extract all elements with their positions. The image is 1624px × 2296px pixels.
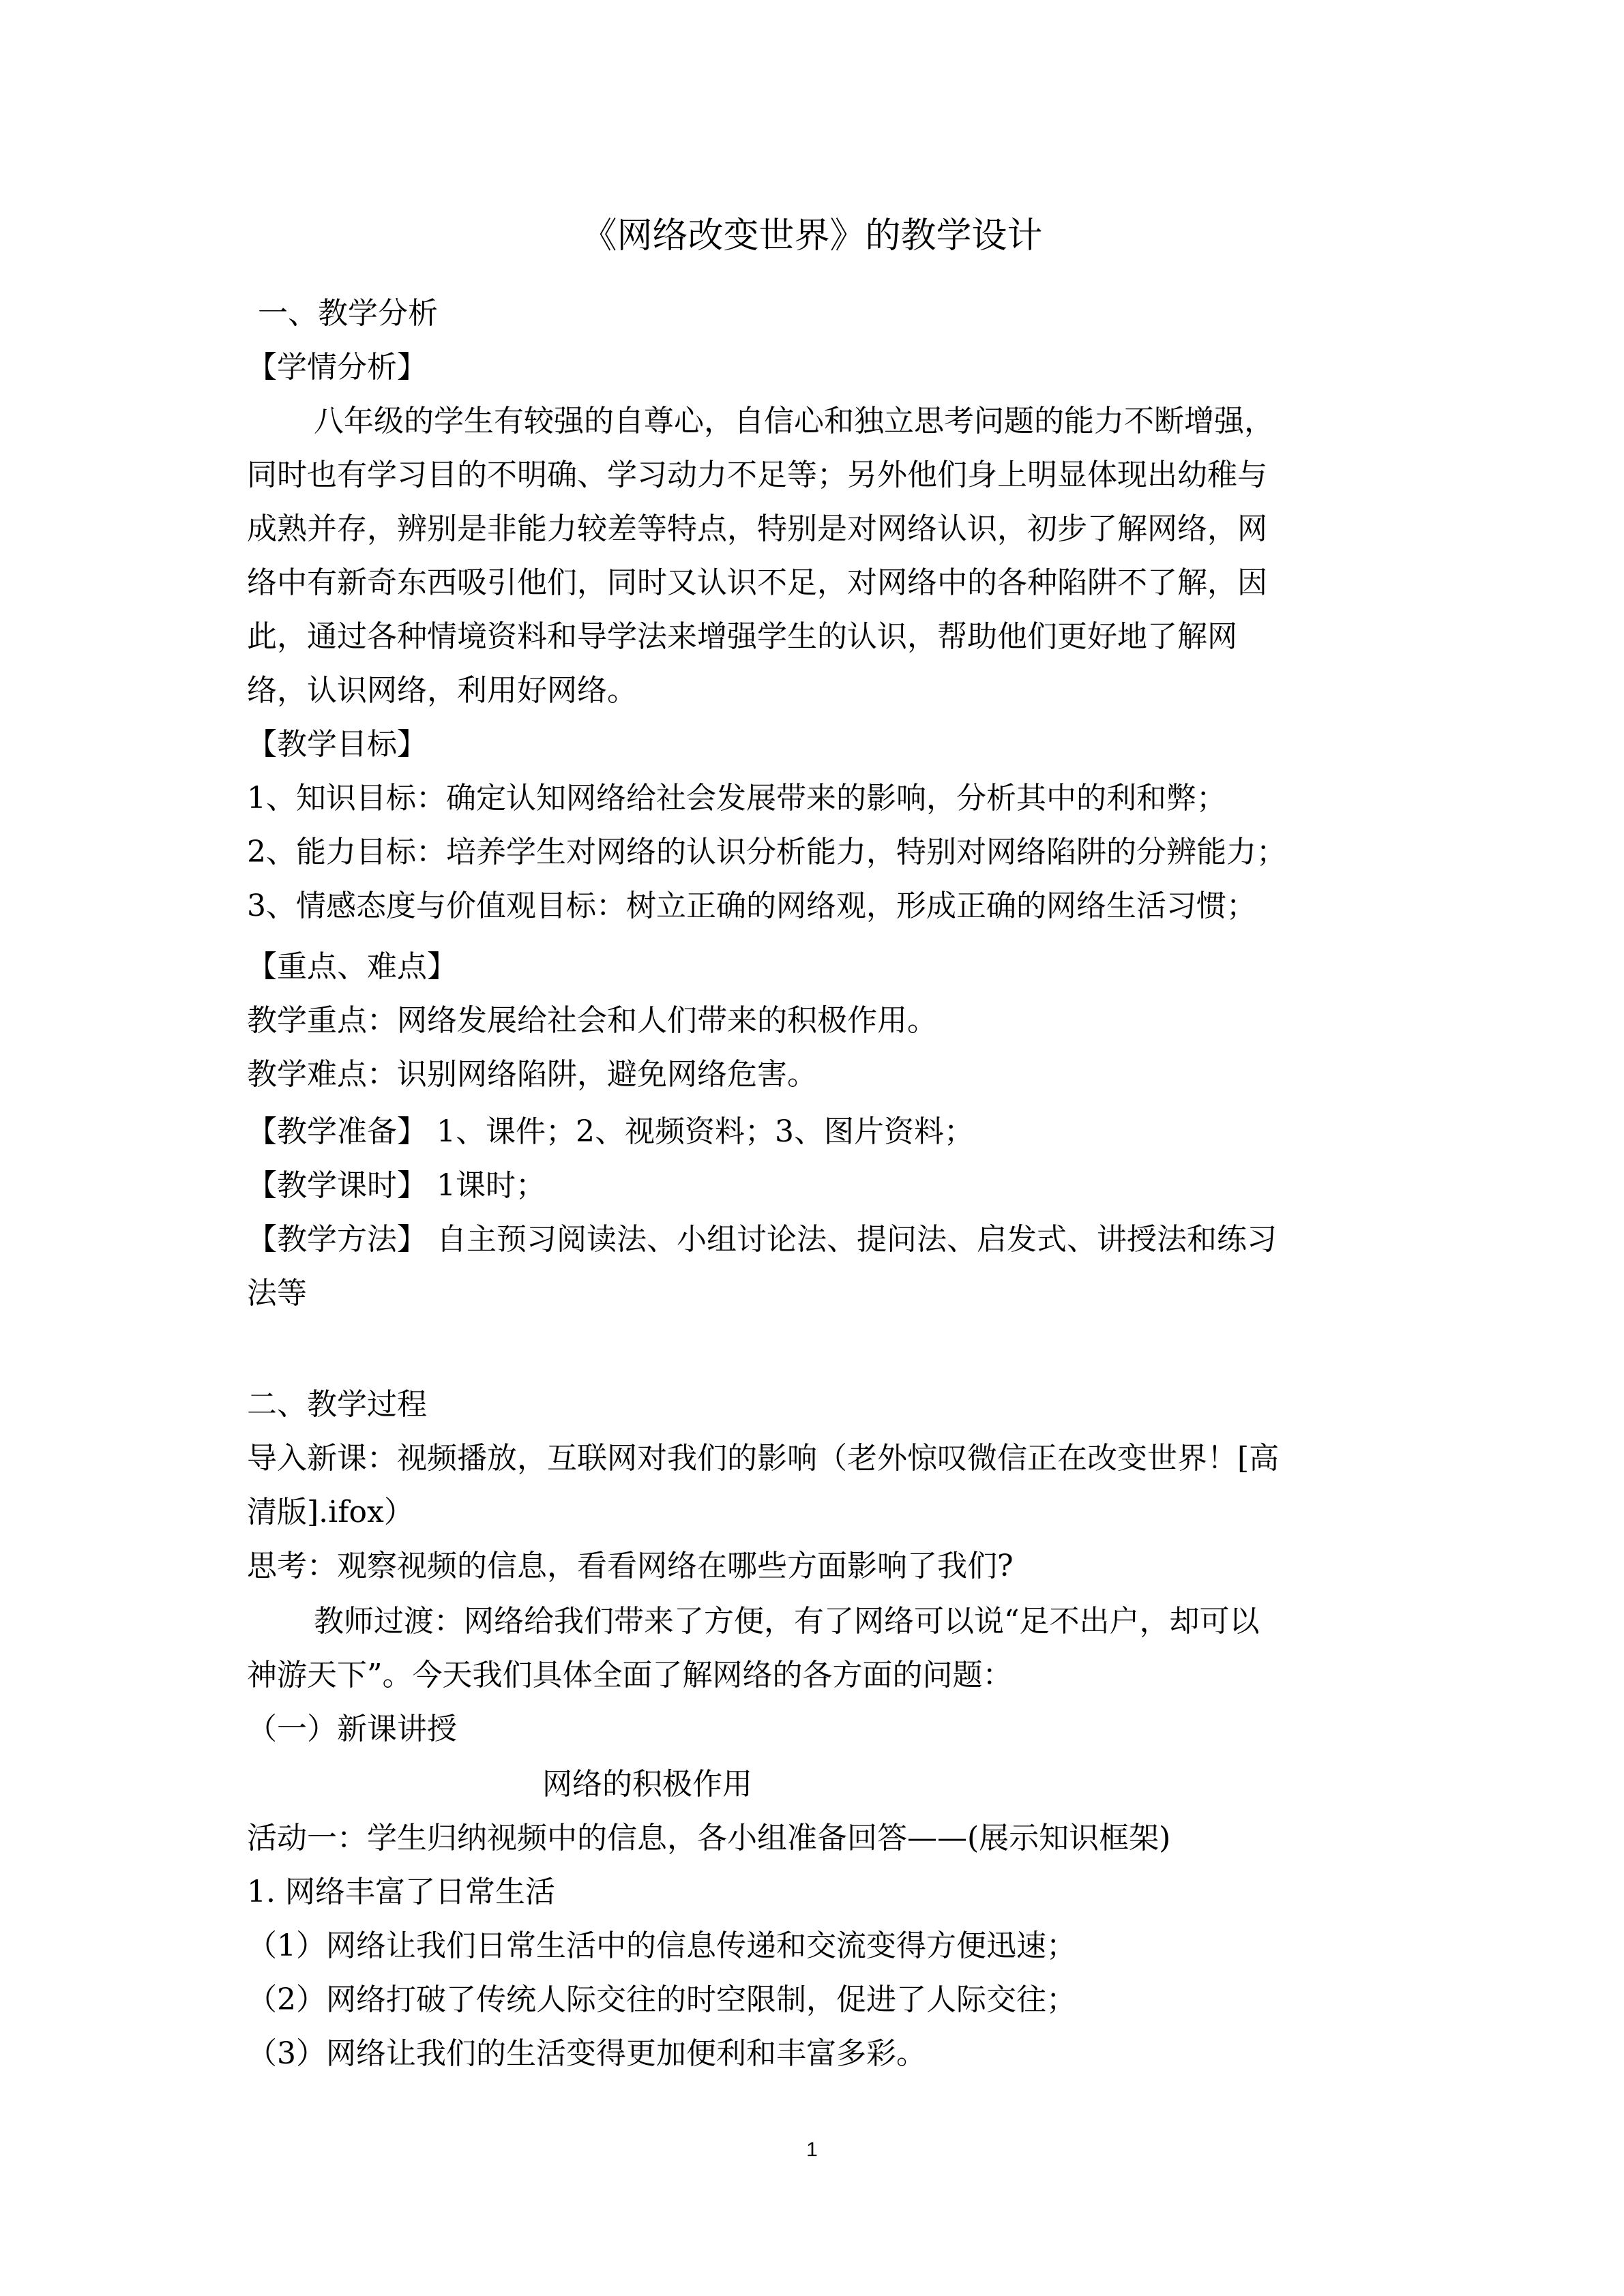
page-number: 1 (806, 2138, 818, 2161)
paragraph-line: 络，认识网络，利用好网络。 (247, 673, 637, 708)
activity-one: 活动一：学生归纳视频中的信息，各小组准备回答——(展示知识框架) (247, 1821, 1171, 1855)
teaching-hours: 【教学课时】 1课时； (247, 1168, 546, 1203)
paragraph-line: 成熟并存，辨别是非能力较差等特点，特别是对网络认识，初步了解网络，网 (247, 511, 1267, 546)
teaching-focus: 教学重点：网络发展给社会和人们带来的积极作用。 (247, 1003, 937, 1038)
sub-point: （3）网络让我们的生活变得更加便利和丰富多彩。 (247, 2036, 926, 2071)
goals-label: 【教学目标】 (247, 727, 427, 762)
teaching-preparation: 【教学准备】 1、课件；2、视频资料；3、图片资料； (247, 1114, 974, 1149)
sub-point: （1）网络让我们日常生活中的信息传递和交流变得方便迅速； (247, 1928, 1076, 1963)
goal-item: 1、知识目标：确定认知网络给社会发展带来的影响，分析其中的利和弊； (247, 781, 1226, 816)
section-subtitle: 网络的积极作用 (542, 1767, 752, 1802)
sub-point: （2）网络打破了传统人际交往的时空限制，促进了人际交往； (247, 1982, 1076, 2017)
teacher-transition-continued: 神游天下”。今天我们具体全面了解网络的各方面的问题： (247, 1658, 1013, 1693)
paragraph-line: 八年级的学生有较强的自尊心，自信心和独立思考问题的能力不断增强， (314, 404, 1274, 438)
goal-item: 2、能力目标：培养学生对网络的认识分析能力，特别对网络陷阱的分辨能力； (247, 835, 1286, 869)
section1-heading: 一、教学分析 (258, 296, 438, 331)
section2-heading: 二、教学过程 (247, 1387, 427, 1422)
teaching-methods-continued: 法等 (247, 1276, 307, 1311)
think-question: 思考：观察视频的信息，看看网络在哪些方面影响了我们? (247, 1549, 1014, 1583)
lesson-intro-continued: 清版].ifox） (247, 1495, 414, 1530)
lesson-intro: 导入新课：视频播放，互联网对我们的影响（老外惊叹微信正在改变世界！[高 (247, 1441, 1280, 1476)
key-points-label: 【重点、难点】 (247, 949, 457, 984)
document-title: 《网络改变世界》的教学设计 (581, 215, 1043, 256)
teaching-methods: 【教学方法】 自主预习阅读法、小组讨论法、提问法、启发式、讲授法和练习 (247, 1222, 1277, 1257)
teaching-difficulty: 教学难点：识别网络陷阱，避免网络危害。 (247, 1057, 817, 1092)
paragraph-line: 络中有新奇东西吸引他们，同时又认识不足，对网络中的各种陷阱不了解，因 (247, 565, 1267, 600)
goal-item: 3、情感态度与价值观目标：树立正确的网络观，形成正确的网络生活习惯； (247, 889, 1256, 923)
paragraph-line: 同时也有学习目的不明确、学习动力不足等；另外他们身上明显体现出幼稚与 (247, 458, 1267, 492)
new-lesson-heading: （一）新课讲授 (247, 1712, 457, 1746)
paragraph-line: 此，通过各种情境资料和导学法来增强学生的认识，帮助他们更好地了解网 (247, 619, 1237, 654)
point-one: 1. 网络丰富了日常生活 (247, 1875, 555, 1909)
student-analysis-label: 【学情分析】 (247, 350, 427, 385)
teacher-transition: 教师过渡：网络给我们带来了方便，有了网络可以说“足不出户，却可以 (314, 1604, 1260, 1639)
